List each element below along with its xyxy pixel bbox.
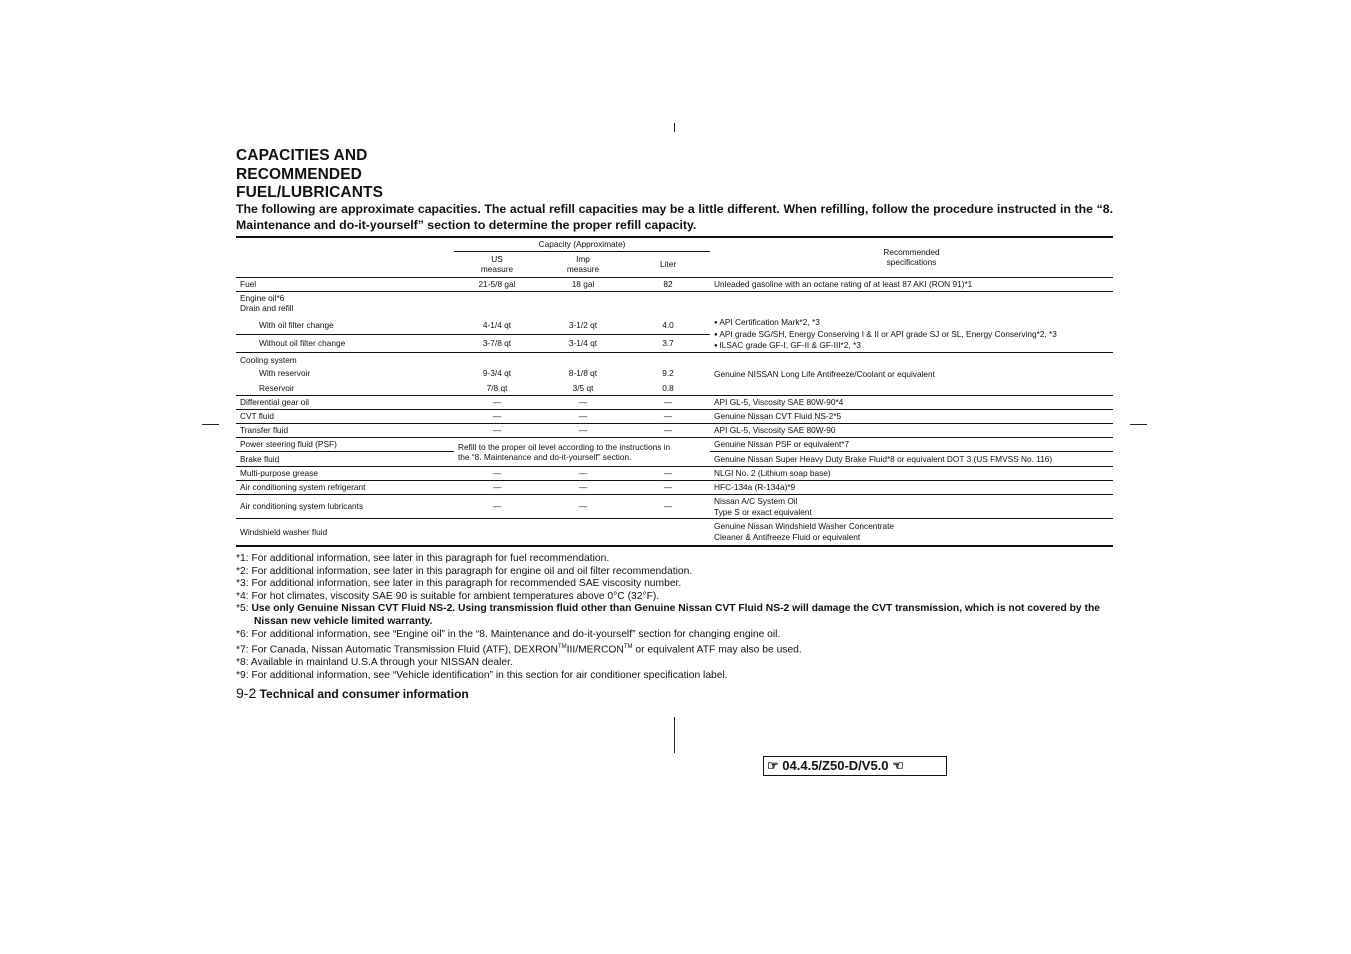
pointing-left-icon: ☜ — [892, 758, 904, 773]
table-row-engine-oil-with-filter: With oil filter change 4-1/4 qt 3-1/2 qt 4.0 ● API Certification Mark*2, *3 ● API grade SG/SH, Energy Conserving I & II or API grade SJ or SL, Energy Conserving*2, *3 ● ILSAC grade GF-I, GF-II & GF-III*2, *3 — [236, 317, 1113, 335]
table-row-psf: Power steering fluid (PSF) Refill to the proper oil level according to the instructions in the “8. Maintenance and do-it-yourself” section. Genuine Nissan PSF or equivalent*7 — [236, 438, 1113, 452]
footnote: *4: For hot climates, viscosity SAE 90 is suitable for ambient temperatures above 0°C (32°F). — [236, 590, 660, 602]
liter-header: Liter — [659, 258, 677, 269]
footnote: *3: For additional information, see later in this paragraph for recommended SAE viscosity number. — [236, 578, 682, 590]
us-header: US measure — [480, 253, 514, 274]
table-row-engine-oil-without-filter: Without oil filter change 3-7/8 qt 3-1/4 qt 3.7 — [259, 338, 674, 349]
footnote: *8: Available in mainland U.S.A through your NISSAN dealer. — [236, 657, 513, 669]
table-row-fuel: Fuel 21-5/8 gal 18 gal 82 Unleaded gasoline with an octane rating of at least 87 AKI (RON 91)*1 — [236, 277, 1113, 291]
table-row-washer: Windshield washer fluid Genuine Nissan Windshield Washer Concentrate Cleaner & Antifreeze Fluid or equivalent — [236, 519, 1113, 546]
table-row-transfer: Transfer fluid — — — API GL-5, Viscosity SAE 80W-90 — [236, 424, 1113, 438]
version-code: 04.4.5/Z50-D/V5.0 — [782, 758, 889, 773]
recommended-header-line2: specifications — [886, 257, 937, 268]
pointing-right-icon: ☞ — [767, 758, 779, 773]
section-title: Technical and consumer information — [259, 687, 469, 701]
recommended-header — [710, 237, 1113, 277]
table-row-cooling: Cooling system Genuine NISSAN Long Life Antifreeze/Coolant or equivalent — [236, 353, 1113, 367]
page-footer — [236, 685, 469, 701]
engine-oil-spec: ● API Certification Mark*2, *3 ● API grade SG/SH, Energy Conserving I & II or API grade SJ or SL, Energy Conserving*2, *3 ● ILSAC grade GF-I, GF-II & GF-III*2, *3 — [710, 317, 1113, 353]
table-row-brake: Brake fluid Genuine Nissan Super Heavy Duty Brake Fluid*8 or equivalent DOT 3 (US FMVSS No. 116) — [240, 453, 1053, 464]
crop-mark-right — [1130, 424, 1147, 425]
page-number: 9-2 — [236, 685, 257, 701]
crop-mark-left — [202, 424, 219, 425]
footnote: *9: For additional information, see “Vehicle identification” in this section for air conditioner specification label. — [236, 669, 728, 681]
heading-line-2: RECOMMENDED — [236, 165, 362, 183]
heading-line-3: FUEL/LUBRICANTS — [236, 184, 384, 201]
crop-mark-bottom — [674, 717, 675, 753]
intro-paragraph: The following are approximate capacities. The actual refill capacities may be a little different. When refilling, follow the procedure instructed in the “8. Maintenance and do-it-yourself” section to determine the proper refill capacity. — [236, 202, 1113, 232]
table-row-ac-lubricants: Air conditioning system lubricants — — — Nissan A/C System Oil Type S or exact equivalent — [236, 495, 1113, 519]
table-row-cooling-with-reservoir: With reservoir 9-3/4 qt 8-1/8 qt 9.2 — [259, 368, 674, 379]
footnote: *2: For additional information, see later in this paragraph for engine oil and oil filter recommendation. — [236, 565, 693, 577]
table-row-cooling-reservoir: Reservoir 7/8 qt 3/5 qt 0.8 — [259, 382, 674, 393]
footnote: *7: For Canada, Nissan Automatic Transmission Fluid (ATF), DEXRON™III/MERCON™ or equivalent ATF may also be used. — [236, 644, 802, 656]
capacities-table — [236, 236, 1113, 547]
footnote: *6: For additional information, see “Engine oil” in the “8. Maintenance and do-it-yourself” section for changing engine oil. — [236, 628, 781, 640]
heading-line-1: CAPACITIES AND — [236, 147, 368, 164]
table-row-engine-oil: Engine oil*6 Drain and refill — [236, 291, 1113, 317]
imp-header: Imp measure — [566, 253, 600, 274]
recommended-header-line1: Recommended — [883, 246, 940, 257]
version-badge — [763, 756, 947, 776]
table-row-ac-refrigerant: Air conditioning system refrigerant — — — HFC-134a (R-134a)*9 — [236, 481, 1113, 495]
capacity-header: Capacity (Approximate) — [454, 237, 710, 251]
refill-note: Refill to the proper oil level according to the instructions in the “8. Maintenance and do-it-yourself” section. — [458, 441, 671, 462]
crop-mark-top — [674, 123, 675, 132]
footnotes — [236, 553, 1116, 682]
footnote: *1: For additional information, see later in this paragraph for fuel recommendation. — [236, 553, 610, 564]
section-heading — [236, 147, 383, 203]
table-row-cvt: CVT fluid — — — Genuine Nissan CVT Fluid NS-2*5 — [236, 410, 1113, 424]
footnote-cvt-warning: *5: Use only Genuine Nissan CVT Fluid NS-2. Using transmission fluid other than Genuine Nissan CVT Fluid NS-2 will damage the CVT transmission, which is not covered by the Nissan new vehicle limited warranty. — [236, 603, 1100, 627]
table-row-differential: Differential gear oil — — — API GL-5, Viscosity SAE 80W-90*4 — [236, 396, 1113, 410]
blank-header-cell — [236, 237, 454, 251]
table-row-grease: Multi-purpose grease — — — NLGI No. 2 (Lithium soap base) — [236, 467, 1113, 481]
